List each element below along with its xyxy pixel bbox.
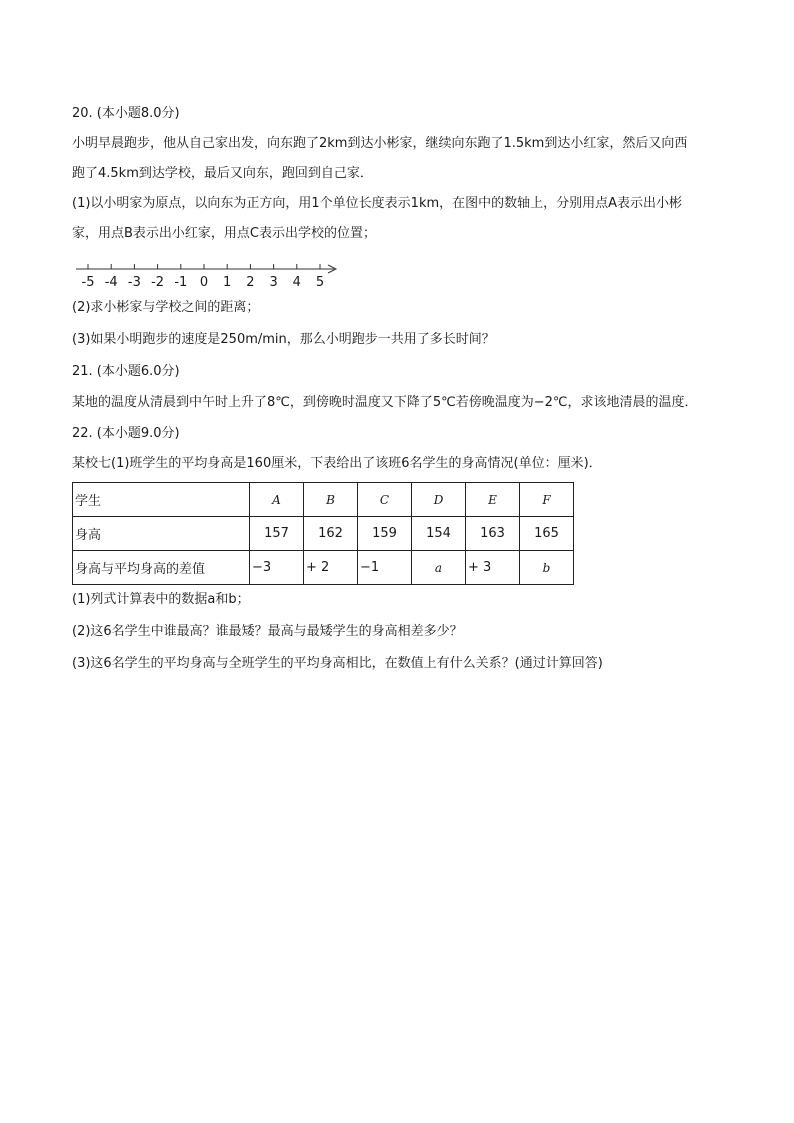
height-cell: 163 xyxy=(466,517,520,551)
student-cell: E xyxy=(466,483,520,517)
difference-cell: + 3 xyxy=(466,551,520,585)
table-row xyxy=(73,483,574,517)
table-row xyxy=(73,551,574,585)
student-cell: F xyxy=(520,483,574,517)
q22-part3: (3)这6名学生的平均身高与全班学生的平均身高相比，在数值上有什么关系？(通过计算回答) xyxy=(72,656,603,671)
difference-cell: b xyxy=(520,551,574,585)
student-cell: C xyxy=(358,483,412,517)
height-cell: 165 xyxy=(520,517,574,551)
number-line xyxy=(72,260,352,290)
number-line-tick-label: 5 xyxy=(315,275,325,290)
number-line-tick-label: 0 xyxy=(199,275,209,290)
table-row xyxy=(73,517,574,551)
row-label-height: 身高 xyxy=(73,517,250,551)
q21-header: 21. (本小题6.0分) xyxy=(72,364,180,379)
q22-part2: (2)这6名学生中谁最高？谁最矮？最高与最矮学生的身高相差多少？ xyxy=(72,624,463,639)
height-cell: 159 xyxy=(358,517,412,551)
q20-part3: (3)如果小明跑步的速度是250m/min，那么小明跑步一共用了多长时间？ xyxy=(72,332,495,347)
q20-part1-line2: 家，用点B表示出小红家，用点C表示出学校的位置； xyxy=(72,226,376,241)
difference-cell: + 2 xyxy=(304,551,358,585)
q22-part1: (1)列式计算表中的数据a和b； xyxy=(72,592,250,607)
q20-header: 20. (本小题8.0分) xyxy=(72,106,180,121)
difference-cell: −3 xyxy=(250,551,304,585)
number-line-tick-label: 1 xyxy=(223,275,232,290)
row-label-difference: 身高与平均身高的差值 xyxy=(73,551,250,585)
student-cell: D xyxy=(412,483,466,517)
number-line-tick-label: -2 xyxy=(151,275,165,290)
number-line-tick-label: -5 xyxy=(81,275,95,290)
number-line-tick-label: 3 xyxy=(269,275,278,290)
number-line-tick-label: -4 xyxy=(104,275,118,290)
q20-part2: (2)求小彬家与学校之间的距离； xyxy=(72,300,260,315)
q22-intro: 某校七(1)班学生的平均身高是160厘米，下表给出了该班6名学生的身高情况(单位：厘米)． xyxy=(72,456,602,471)
number-line-tick-label: -1 xyxy=(174,275,188,290)
q20-part1-line1: (1)以小明家为原点，以向东为正方向，用1个单位长度表示1km，在图中的数轴上，分别用点A表示出小彬 xyxy=(72,196,683,211)
q20-text-line2: 跑了4.5km到达学校，最后又向东，跑回到自己家． xyxy=(72,166,373,181)
q21-text: 某地的温度从清晨到中午时上升了8℃，到傍晚时温度又下降了5℃若傍晚温度为−2℃，求该地清晨的温度． xyxy=(72,395,698,410)
height-cell: 157 xyxy=(250,517,304,551)
difference-cell: a xyxy=(412,551,466,585)
q22-header: 22. (本小题9.0分) xyxy=(72,426,180,441)
number-line-tick-label: -3 xyxy=(127,275,141,290)
student-cell: A xyxy=(250,483,304,517)
student-cell: B xyxy=(304,483,358,517)
difference-cell: −1 xyxy=(358,551,412,585)
q20-text-line1: 小明早晨跑步，他从自己家出发，向东跑了2km到达小彬家，继续向东跑了1.5km到达小红家，然后又向西 xyxy=(72,136,688,151)
height-cell: 154 xyxy=(412,517,466,551)
height-cell: 162 xyxy=(304,517,358,551)
row-label-student: 学生 xyxy=(73,483,250,517)
number-line-tick-label: 4 xyxy=(292,275,301,290)
height-table xyxy=(72,482,574,585)
number-line-tick-label: 2 xyxy=(246,275,255,290)
